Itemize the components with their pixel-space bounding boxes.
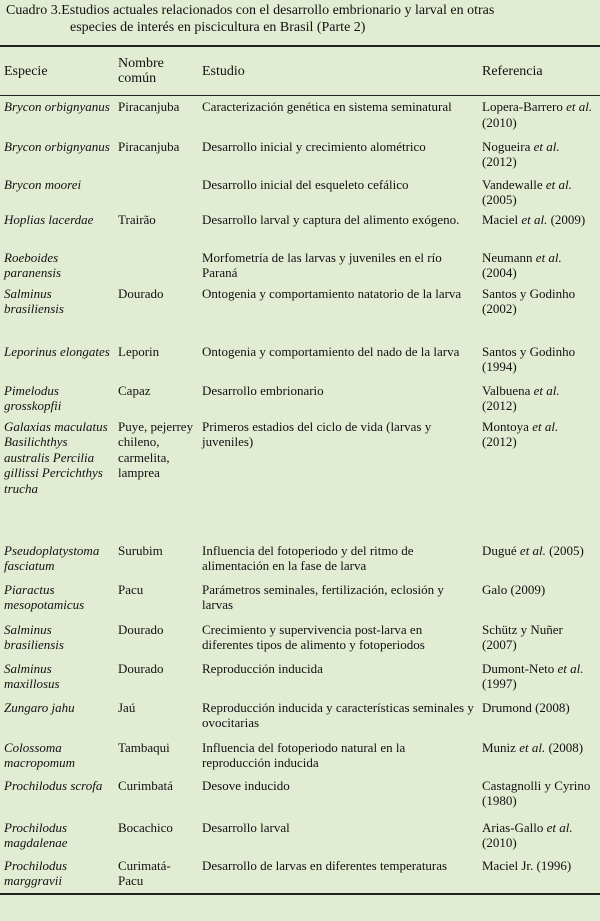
reference-text: (2012) (482, 154, 517, 169)
caption-text-2: especies de interés en piscicultura en Brasil (Parte 2) (70, 20, 366, 35)
cell-species: Pseudoplatystoma fasciatum (4, 542, 100, 573)
reference-text: Lopera-Barrero (482, 99, 567, 114)
cell-reference (478, 737, 600, 775)
table-row (0, 775, 600, 817)
cell-species: Colossoma macropomum (4, 739, 76, 770)
reference-text: Schütz y Nuñer (2007) (482, 621, 563, 652)
cell-study: Morfometría de las larvas y juveniles en el río Paraná (202, 249, 442, 280)
table-row (0, 658, 600, 697)
reference-etal: et al. (532, 418, 559, 434)
cell-reference (478, 283, 600, 341)
cell-study: Desarrollo de larvas en diferentes temperaturas (202, 857, 448, 873)
reference-text: Neumann (482, 249, 536, 265)
table-body (0, 96, 600, 894)
cell-common-name (114, 174, 198, 209)
species-table (0, 45, 600, 895)
reference-etal: et al. (533, 382, 560, 398)
cell-common-name (114, 247, 198, 283)
cell-common-name: Piracanjuba (118, 138, 180, 154)
table-row (0, 174, 600, 209)
cell-common-name: Leporin (118, 343, 160, 359)
cell-species: Prochilodus marggravii (4, 857, 68, 888)
reference-text: Nogueira (482, 138, 534, 154)
cell-species: Zungaro jahu (4, 699, 75, 715)
reference-text: (2010) (482, 114, 517, 130)
table-row (0, 247, 600, 283)
reference-etal: et al. (535, 249, 562, 265)
reference-text: Drumond (2008) (482, 699, 570, 715)
table-row (0, 341, 600, 380)
table-row (0, 697, 600, 737)
cell-common-name: Puye, pejerrey chileno, carmelita, lamprea (118, 418, 194, 480)
reference-etal: et al. (546, 819, 573, 835)
table-row (0, 579, 600, 619)
reference-text: (2004) (482, 265, 517, 280)
cell-study: Desove inducido (202, 777, 290, 793)
cell-study: Reproducción inducida y características seminales y ovocitarias (202, 699, 474, 730)
reference-text: Muniz (482, 739, 520, 755)
cell-common-name: Dourado (118, 621, 164, 637)
cell-reference (478, 416, 600, 540)
cell-study: Primeros estadios del ciclo de vida (larvas y juveniles) (202, 418, 432, 449)
reference-text: (2005) (545, 542, 584, 558)
cell-common-name: Dourado (118, 660, 164, 676)
cell-species: Roeboides paranensis (4, 249, 62, 280)
reference-text: Valbuena (482, 382, 534, 398)
header-row (0, 46, 600, 96)
reference-text: Dugué (482, 542, 520, 558)
cell-study: Parámetros seminales, fertilización, eclosión y larvas (202, 581, 444, 612)
cell-species: Brycon orbignyanus (4, 99, 110, 114)
caption-label: Cuadro 3. (6, 3, 62, 18)
cell-reference (478, 96, 600, 136)
caption-text: Estudios actuales relacionados con el desarrollo embrionario y larval en otras (61, 3, 495, 18)
reference-etal: et al. (566, 99, 593, 114)
cell-species: Prochilodus scrofa (4, 777, 103, 793)
reference-text: Galo (2009) (482, 581, 546, 597)
reference-etal: et al. (521, 211, 548, 227)
header-nombre-comun: Nombre común (118, 56, 164, 86)
reference-text: Dumont-Neto (482, 660, 558, 676)
cell-common-name: Jaú (118, 699, 136, 715)
cell-species: Pimelodus grosskopfii (4, 382, 62, 413)
cell-common-name: Capaz (118, 382, 151, 398)
reference-text: Santos y Godinho (2002) (482, 285, 576, 316)
table-row (0, 136, 600, 174)
reference-text: Montoya (482, 418, 533, 434)
table-row (0, 209, 600, 247)
cell-study: Influencia del fotoperiodo natural en la reproducción inducida (202, 739, 406, 770)
reference-text: Maciel (482, 211, 522, 227)
reference-text: Castagnolli y Cyrino (1980) (482, 777, 591, 808)
header-referencia: Referencia (482, 63, 543, 79)
cell-reference (478, 817, 600, 855)
reference-text: Maciel Jr. (1996) (482, 857, 572, 873)
reference-text: Arias-Gallo (482, 819, 547, 835)
reference-text: Vandewalle (482, 176, 546, 192)
cell-reference (478, 855, 600, 894)
cell-reference (478, 174, 600, 209)
table-row (0, 619, 600, 658)
reference-etal: et al. (557, 660, 584, 676)
table-row (0, 540, 600, 579)
cell-common-name: Bocachico (118, 819, 173, 835)
reference-text: (2010) (482, 835, 517, 850)
cell-species: Prochilodus magdalenae (4, 819, 68, 850)
reference-etal: et al. (545, 176, 572, 192)
table-row (0, 817, 600, 855)
cell-species: Brycon orbignyanus (4, 138, 110, 154)
cell-study: Ontogenia y comportamiento natatorio de la larva (202, 285, 462, 301)
table-row (0, 283, 600, 341)
cell-common-name: Trairão (118, 211, 156, 227)
cell-common-name: Tambaqui (118, 739, 170, 755)
cell-reference (478, 380, 600, 416)
cell-common-name: Surubim (118, 542, 163, 558)
reference-text: (1997) (482, 676, 517, 691)
cell-study: Influencia del fotoperiodo y del ritmo de alimentación en la fase de larva (202, 542, 414, 573)
cell-species: Salminus maxillosus (4, 660, 60, 691)
cell-reference (478, 697, 600, 737)
cell-reference (478, 579, 600, 619)
cell-study: Ontogenia y comportamiento del nado de la larva (202, 343, 460, 359)
cell-species: Hoplias lacerdae (4, 211, 94, 227)
reference-etal: et al. (519, 542, 546, 558)
reference-text: (2005) (482, 192, 517, 207)
reference-etal: et al. (519, 739, 546, 755)
cell-common-name: Curimbatá (118, 777, 173, 793)
header-especie: Especie (4, 63, 48, 79)
cell-common-name: Pacu (118, 581, 144, 597)
cell-reference (478, 540, 600, 579)
reference-text: (2012) (482, 434, 517, 449)
reference-text: (2008) (545, 739, 584, 755)
cell-species: Brycon moorei (4, 176, 82, 192)
cell-common-name: Piracanjuba (118, 99, 180, 114)
reference-text: Santos y Godinho (1994) (482, 343, 576, 374)
cell-reference (478, 775, 600, 817)
cell-species: Leporinus elongates (4, 343, 110, 359)
header-estudio: Estudio (202, 63, 245, 79)
cell-study: Desarrollo inicial y crecimiento alométrico (202, 138, 426, 154)
cell-study: Crecimiento y supervivencia post-larva en diferentes tipos de alimento y fotoperiodos (202, 621, 425, 652)
cell-reference (478, 209, 600, 247)
cell-reference (478, 658, 600, 697)
cell-common-name: Curimatá-Pacu (118, 857, 171, 888)
cell-study: Desarrollo larval (202, 819, 290, 835)
table-caption (0, 0, 600, 36)
cell-study: Caracterización genética en sistema seminatural (202, 99, 452, 114)
cell-species: Piaractus mesopotamicus (4, 581, 85, 612)
cell-reference (478, 619, 600, 658)
cell-study: Desarrollo embrionario (202, 382, 324, 398)
cell-species: Galaxias maculatus Basilichthys australis Percilia gillissi Percichthys trucha (4, 418, 108, 496)
table-row (0, 855, 600, 894)
table-row (0, 416, 600, 540)
table-row (0, 96, 600, 136)
reference-etal: et al. (533, 138, 560, 154)
cell-reference (478, 136, 600, 174)
cell-study: Desarrollo larval y captura del alimento exógeno. (202, 211, 460, 227)
reference-text: (2012) (482, 398, 517, 413)
reference-text: (2009) (547, 211, 586, 227)
cell-reference (478, 247, 600, 283)
table-row (0, 380, 600, 416)
cell-species: Salminus brasiliensis (4, 621, 64, 652)
cell-study: Reproducción inducida (202, 660, 323, 676)
cell-reference (478, 341, 600, 380)
cell-study: Desarrollo inicial del esqueleto cefálico (202, 176, 409, 192)
cell-common-name: Dourado (118, 285, 164, 301)
table-row (0, 737, 600, 775)
cell-species: Salminus brasiliensis (4, 285, 64, 316)
